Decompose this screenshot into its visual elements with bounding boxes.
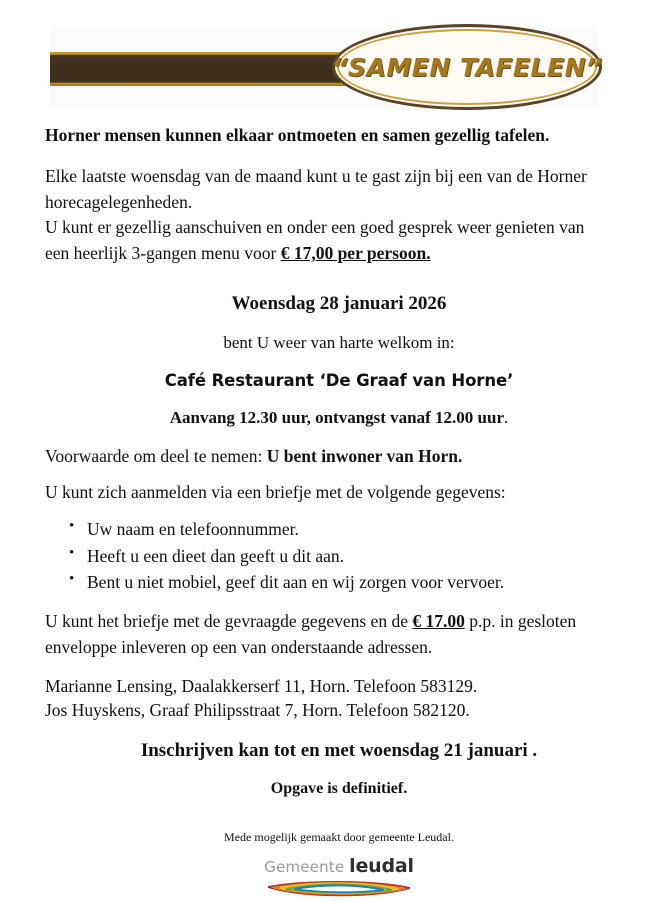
- leudal-swoosh-icon: [264, 878, 414, 902]
- intro-line-4: [45, 241, 633, 267]
- envelope-instruction-line-2: enveloppe inleveren op een van onderstaande adressen.: [45, 636, 433, 657]
- envelope-instruction-line-1: [45, 609, 633, 635]
- venue-name: Café Restaurant ‘De Graaf van Horne’: [164, 371, 514, 391]
- spacer: [45, 762, 633, 780]
- spacer: [45, 315, 633, 333]
- leudal-logo: [263, 854, 415, 902]
- spacer: [45, 428, 633, 446]
- banner-title: “SAMEN TAFELEN”: [331, 52, 603, 82]
- definitive-notice: Opgave is definitief.: [270, 779, 408, 797]
- condition-requirement: U bent inwoner van Horn.: [266, 446, 463, 467]
- sponsor-credit: Mede mogelijk gemaakt door gemeente Leudal.: [224, 829, 454, 844]
- spacer: [45, 353, 633, 371]
- list-item: • Bent u niet mobiel, geef dit aan en wij zorgen voor vervoer.: [87, 569, 633, 596]
- spacer: [45, 798, 633, 830]
- header-banner: [50, 26, 603, 108]
- event-time-period: .: [504, 408, 509, 428]
- event-date: Woensdag 28 januari 2026: [231, 293, 447, 315]
- spacer: [45, 467, 633, 480]
- event-time-text: Aanvang 12.30 uur, ontvangst vanaf 12.00 uur: [169, 408, 504, 428]
- envelope-prefix: U kunt het briefje met de gevraagde gegevens en de: [45, 610, 413, 631]
- envelope-price: € 17.00: [412, 610, 465, 631]
- spacer: [45, 722, 633, 740]
- signup-instruction: U kunt zich aanmelden via een briefje met de volgende gegevens:: [45, 482, 506, 503]
- intro-line-1: Elke laatste woensdag van de maand kunt u te gast zijn bij een van de Horner: [45, 165, 587, 186]
- municipality-logo: [45, 854, 633, 902]
- list-item: • Uw naam en telefoonnummer.: [87, 516, 633, 543]
- spacer: [45, 596, 633, 609]
- requirements-list: [45, 516, 633, 596]
- lead-heading: Horner mensen kunnen elkaar ontmoeten en samen gezellig tafelen.: [45, 125, 550, 145]
- condition-prefix: Voorwaarde om deel te nemen:: [45, 446, 267, 467]
- banner-oval-badge: [332, 24, 602, 110]
- spacer: [45, 390, 633, 408]
- spacer: [45, 267, 633, 293]
- participation-condition: [45, 446, 633, 467]
- registration-deadline: Inschrijven kan tot en met woensdag 21 januari .: [140, 739, 538, 761]
- event-time: [45, 408, 633, 428]
- leudal-wordmark: [263, 854, 415, 877]
- contact-address-1: Marianne Lensing, Daalakkerserf 11, Horn. Telefoon 583129.: [45, 675, 478, 696]
- envelope-mid: p.p. in gesloten: [464, 610, 577, 631]
- price-per-person: € 17,00 per persoon.: [280, 243, 431, 264]
- intro-line-2: horecagelegenheden.: [45, 191, 193, 212]
- welcome-text: bent U weer van harte welkom in:: [223, 333, 455, 353]
- logo-text-leudal: leudal: [349, 854, 414, 877]
- logo-text-gemeente: Gemeente: [264, 857, 345, 876]
- intro-line-3: U kunt er gezellig aanschuiven en onder een goed gesprek weer genieten van: [45, 217, 585, 238]
- list-item: • Heeft u een dieet dan geeft u dit aan.: [87, 543, 633, 570]
- intro-line-4-text: een heerlijk 3-gangen menu voor: [45, 243, 281, 264]
- spacer: [45, 661, 633, 674]
- poster-content: [45, 124, 633, 902]
- contact-address-2: Jos Huyskens, Graaf Philipsstraat 7, Horn. Telefoon 582120.: [45, 699, 470, 720]
